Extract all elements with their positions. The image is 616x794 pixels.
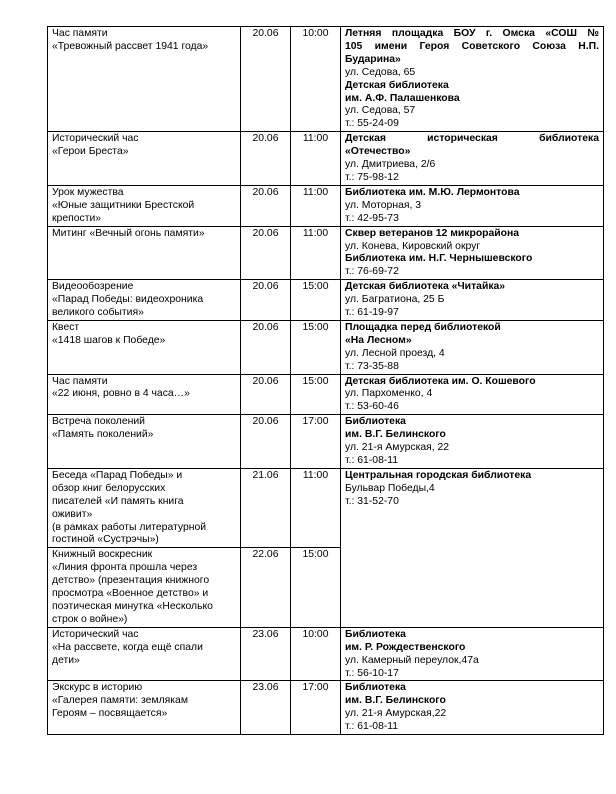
- date-cell: 20.06: [241, 415, 291, 469]
- venue-detail-line: ул. Седова, 57: [345, 105, 416, 117]
- venue-name-line: Детская библиотека «Читайка»: [345, 281, 506, 293]
- event-line: Исторический час: [52, 133, 139, 145]
- event-line: Квест: [52, 321, 80, 333]
- event-cell: [48, 415, 241, 469]
- event-line: крепости»: [52, 212, 102, 224]
- venue-detail-line: Бульвар Победы,4: [345, 482, 435, 494]
- venue-cell: [341, 185, 604, 226]
- table-row: [48, 185, 604, 226]
- venue-name-line: Бударина»: [345, 53, 401, 65]
- venue-detail-line: т.: 76-69-72: [345, 266, 399, 278]
- event-line: дети»: [52, 654, 80, 666]
- events-table: [47, 26, 604, 735]
- event-line: «Память поколений»: [52, 429, 154, 441]
- event-line: Митинг «Вечный огонь памяти»: [52, 227, 205, 239]
- time-cell: 11:00: [291, 185, 341, 226]
- event-cell: [48, 27, 241, 132]
- time-cell: 11:00: [291, 468, 341, 547]
- venue-cell: [341, 627, 604, 681]
- events-table-body: [48, 27, 604, 735]
- date-cell: 20.06: [241, 320, 291, 374]
- event-line: обзор книг белорусских: [52, 482, 166, 494]
- venue-name-line: им. А.Ф. Палашенкова: [345, 92, 460, 104]
- venue-name-line: Библиотека: [345, 682, 406, 694]
- venue-detail-line: т.: 55-24-09: [345, 118, 399, 130]
- event-line: «Линия фронта прошла через: [52, 562, 198, 574]
- table-row: [48, 280, 604, 321]
- event-cell: [48, 132, 241, 186]
- event-line: «Тревожный рассвет 1941 года»: [52, 40, 209, 52]
- table-row: [48, 320, 604, 374]
- event-line: детство» (презентация книжного: [52, 575, 210, 587]
- venue-name-line: им. В.Г. Белинского: [345, 429, 446, 441]
- date-cell: 20.06: [241, 185, 291, 226]
- time-cell: 17:00: [291, 415, 341, 469]
- venue-detail-line: ул. 21-я Амурская,22: [345, 708, 447, 720]
- venue-cell: [341, 226, 604, 280]
- event-line: Экскурс в историю: [52, 682, 143, 694]
- venue-detail-line: ул. Моторная, 3: [345, 199, 422, 211]
- venue-detail-line: ул. Пархоменко, 4: [345, 388, 433, 400]
- event-line: «Юные защитники Брестской: [52, 199, 195, 211]
- venue-detail-line: т.: 31-52-70: [345, 495, 399, 507]
- venue-detail-line: т.: 42-95-73: [345, 212, 399, 224]
- event-line: Исторический час: [52, 628, 139, 640]
- event-cell: [48, 374, 241, 415]
- event-cell: [48, 226, 241, 280]
- venue-name-line: «Отечество»: [345, 146, 411, 158]
- venue-detail-line: т.: 53-60-46: [345, 401, 399, 413]
- event-line: строк о войне»): [52, 613, 128, 625]
- date-cell: 20.06: [241, 27, 291, 132]
- table-row: [48, 226, 604, 280]
- venue-detail-line: ул. Дмитриева, 2/6: [345, 159, 436, 171]
- event-cell: [48, 320, 241, 374]
- venue-detail-line: ул. Лесной проезд, 4: [345, 347, 445, 359]
- venue-detail-line: ул. Конева, Кировский округ: [345, 240, 481, 252]
- venue-name-line: Детская библиотека: [345, 79, 449, 91]
- event-line: Книжный воскресник: [52, 549, 153, 561]
- event-line: «Галерея памяти: землякам: [52, 695, 188, 707]
- event-line: Видеообозрение: [52, 281, 134, 293]
- table-row: [48, 627, 604, 681]
- venue-name-line: Библиотека им. Н.Г. Чернышевского: [345, 253, 533, 265]
- event-line: «22 июня, ровно в 4 часа…»: [52, 388, 190, 400]
- venue-name-line: Сквер ветеранов 12 микрорайона: [345, 227, 520, 239]
- venue-detail-line: ул. 21-я Амурская, 22: [345, 442, 450, 454]
- date-cell: 20.06: [241, 280, 291, 321]
- date-cell: 22.06: [241, 548, 291, 627]
- venue-name-line: Библиотека: [345, 416, 406, 428]
- event-line: великого события»: [52, 307, 144, 319]
- venue-detail-line: ул. Седова, 65: [345, 66, 416, 78]
- venue-name-line: Летняя площадка БОУ г. Омска «СОШ №: [345, 28, 599, 39]
- venue-name-line: 105 имени Героя Советского Союза Н.П.: [345, 40, 599, 52]
- time-cell: 15:00: [291, 374, 341, 415]
- venue-name-line: им. В.Г. Белинского: [345, 695, 446, 707]
- venue-detail-line: ул. Камерный переулок,47а: [345, 654, 479, 666]
- venue-detail-line: т.: 61-19-97: [345, 307, 399, 319]
- venue-name-line: Площадка перед библиотекой: [345, 321, 501, 333]
- event-line: «1418 шагов к Победе»: [52, 334, 166, 346]
- venue-cell: [341, 27, 604, 132]
- time-cell: 11:00: [291, 132, 341, 186]
- venue-cell: [341, 468, 604, 627]
- event-line: оживит»: [52, 508, 93, 520]
- table-row: [48, 681, 604, 735]
- venue-name-line: им. Р. Рождественского: [345, 641, 466, 653]
- time-cell: 10:00: [291, 627, 341, 681]
- date-cell: 21.06: [241, 468, 291, 547]
- table-row: [48, 132, 604, 186]
- time-cell: 17:00: [291, 681, 341, 735]
- event-line: «На рассвете, когда ещё спали: [52, 641, 203, 653]
- event-line: Беседа «Парад Победы» и: [52, 469, 183, 481]
- date-cell: 20.06: [241, 132, 291, 186]
- date-cell: 20.06: [241, 226, 291, 280]
- event-line: «Герои Бреста»: [52, 146, 129, 158]
- venue-name-line: Библиотека: [345, 628, 406, 640]
- event-line: Час памяти: [52, 375, 108, 387]
- venue-name-line: Детская библиотека им. О. Кошевого: [345, 375, 536, 387]
- event-line: писателей «И память книга: [52, 495, 184, 507]
- venue-detail-line: т.: 73-35-88: [345, 360, 399, 372]
- time-cell: 15:00: [291, 320, 341, 374]
- time-cell: 15:00: [291, 280, 341, 321]
- time-cell: 11:00: [291, 226, 341, 280]
- event-line: поэтическая минутка «Несколько: [52, 600, 213, 612]
- venue-cell: [341, 415, 604, 469]
- date-cell: 23.06: [241, 681, 291, 735]
- date-cell: 23.06: [241, 627, 291, 681]
- venue-cell: [341, 320, 604, 374]
- event-line: Встреча поколений: [52, 416, 145, 428]
- event-cell: [48, 280, 241, 321]
- time-cell: 15:00: [291, 548, 341, 627]
- event-cell: [48, 468, 241, 547]
- venue-name-line: «На Лесном»: [345, 334, 412, 346]
- event-line: просмотра «Военное детство» и: [52, 588, 209, 600]
- time-cell: 10:00: [291, 27, 341, 132]
- venue-detail-line: т.: 56-10-17: [345, 667, 399, 679]
- event-cell: [48, 627, 241, 681]
- table-row: [48, 415, 604, 469]
- venue-cell: [341, 374, 604, 415]
- date-cell: 20.06: [241, 374, 291, 415]
- venue-detail-line: ул. Багратиона, 25 Б: [345, 294, 445, 306]
- event-line: гостиной «Сустрэчы»): [52, 534, 159, 546]
- event-cell: [48, 185, 241, 226]
- event-line: Героям – посвящается»: [52, 708, 168, 720]
- event-cell: [48, 681, 241, 735]
- table-row: [48, 374, 604, 415]
- event-line: (в рамках работы литературной: [52, 521, 207, 533]
- venue-detail-line: т.: 61-08-11: [345, 455, 399, 466]
- event-line: «Парад Победы: видеохроника: [52, 294, 204, 306]
- venue-detail-line: т.: 75-98-12: [345, 171, 399, 183]
- venue-cell: [341, 681, 604, 735]
- venue-cell: [341, 280, 604, 321]
- table-row: [48, 27, 604, 132]
- venue-cell: [341, 132, 604, 186]
- venue-detail-line: т.: 61-08-11: [345, 721, 399, 733]
- event-line: Час памяти: [52, 28, 108, 39]
- venue-name-line: Детская историческая библиотека: [345, 133, 599, 145]
- event-cell: [48, 548, 241, 627]
- venue-name-line: Центральная городская библиотека: [345, 469, 532, 481]
- table-row: [48, 468, 604, 547]
- venue-name-line: Библиотека им. М.Ю. Лермонтова: [345, 186, 520, 198]
- event-line: Урок мужества: [52, 186, 124, 198]
